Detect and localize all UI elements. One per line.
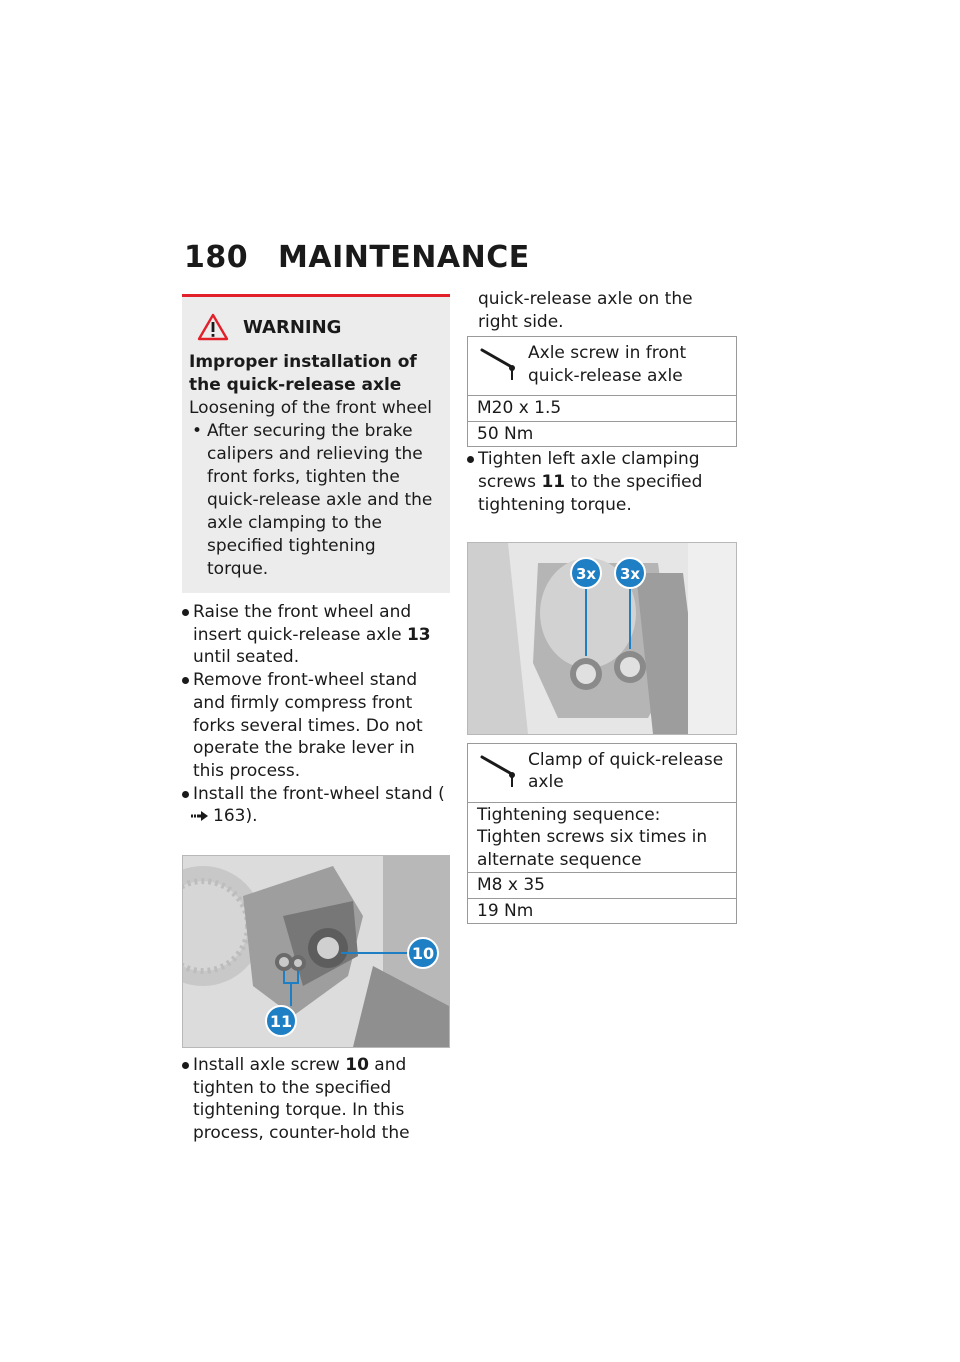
list-item: Install the front-wheel stand (163). <box>182 783 450 828</box>
right-intro: quick-release axle on the right side. <box>478 289 693 332</box>
right-column <box>467 288 737 924</box>
warning-triangle-icon <box>197 313 229 341</box>
warning-consequence: Loosening of the front wheel <box>189 398 433 418</box>
spec-header <box>468 744 736 803</box>
left-column <box>182 294 450 1145</box>
warning-instruction: • After securing the brake calipers and relieving the front forks, tighten the quick-release axle and the axle clamping to the specified tightening torque. <box>189 420 440 581</box>
clamping-screws-photo <box>467 542 737 735</box>
section-title: MAINTENANCE <box>278 240 530 275</box>
right-steps-list <box>467 448 737 516</box>
list-item: Raise the front wheel and insert quick-release axle 13 until seated. <box>182 601 450 669</box>
axle-screw-photo <box>182 855 450 1048</box>
spec-row: 19 Nm <box>477 900 534 921</box>
page-header <box>184 240 530 275</box>
callout-label-11: 11 <box>269 1012 293 1032</box>
list-item: Install axle screw 10 and tighten to the specified tightening torque. In this process, counter-hold the <box>182 1054 450 1145</box>
spec-title: Clamp of quick-release axle <box>528 749 724 793</box>
spec-row: M20 x 1.5 <box>468 396 736 422</box>
callout-label-3x-right: 3x <box>619 564 641 583</box>
spec-header <box>468 337 736 396</box>
spec-row: M8 x 35 <box>468 873 736 899</box>
left-steps-list <box>182 601 450 828</box>
torque-wrench-icon <box>476 342 520 384</box>
spec-table-axle-screw <box>467 336 737 447</box>
left-steps-after-photo <box>182 1054 450 1145</box>
list-item: Remove front-wheel stand and firmly compress front forks several times. Do not operate the brake lever in this process. <box>182 669 450 783</box>
page-number: 180 <box>184 240 249 275</box>
callout-label-10: 10 <box>411 944 435 964</box>
torque-wrench-icon <box>476 749 520 791</box>
warning-heading: Improper installation of the quick-release axle <box>189 352 417 395</box>
spec-row: 50 Nm <box>477 423 534 444</box>
spec-table-axle-clamp <box>467 743 737 925</box>
page-reference-arrow-icon <box>191 810 209 822</box>
list-item: Tighten left axle clamping screws 11 to the specified tightening torque. <box>467 448 737 516</box>
spec-title: Axle screw in front quick-release axle <box>528 343 687 386</box>
spec-row: Tightening sequence: Tighten screws six times in alternate sequence <box>468 803 736 874</box>
callout-label-3x-left: 3x <box>575 564 597 583</box>
warning-title: WARNING <box>243 316 342 338</box>
warning-header <box>197 313 440 341</box>
warning-box <box>182 294 450 593</box>
